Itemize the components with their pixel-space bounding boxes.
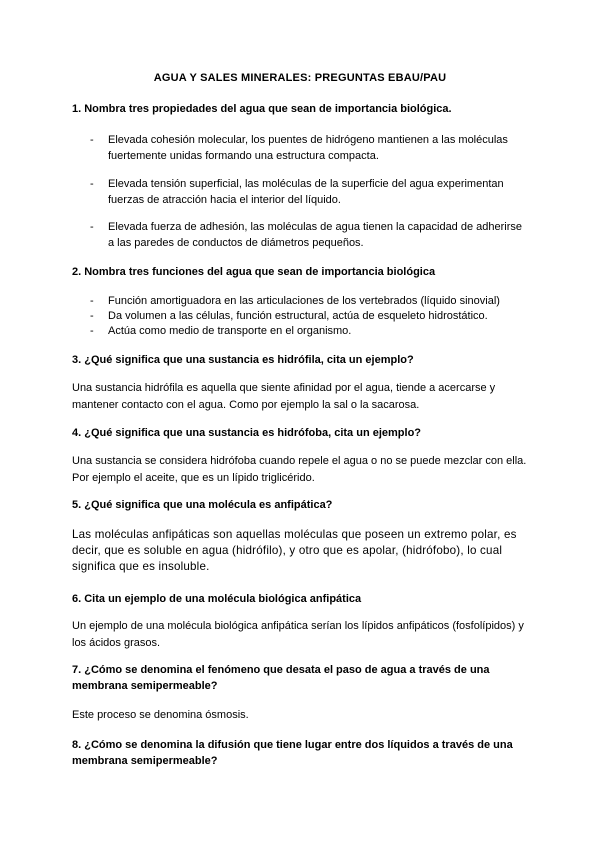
bullet-dash: - — [90, 221, 94, 233]
answer-7: Este proceso se denomina ósmosis. — [72, 709, 249, 721]
question-4: 4. ¿Qué significa que una sustancia es hidrófoba, cita un ejemplo? — [72, 427, 422, 439]
bullet-dash: - — [90, 310, 94, 322]
answer-4: Una sustancia se considera hidrófoba cuando repele el agua o no se puede mezclar con ella. Por ejemplo el aceite, que es un lípido triglicérido. — [72, 455, 527, 484]
question-5: 5. ¿Qué significa que una molécula es anfipática? — [72, 499, 333, 511]
list-item: - Elevada fuerza de adhesión, las moléculas de agua tienen la capacidad de adherirse a las paredes de conductos de diámetros pequeños. — [90, 221, 523, 249]
list-item: - Función amortiguadora en las articulaciones de los vertebrados (líquido sinovial) — [90, 295, 500, 307]
answer-5: Las moléculas anfipáticas son aquellas moléculas que poseen un extremo polar, es decir, que es soluble en agua (hidrófilo), y otro que es apolar, (hidrófobo), lo cual significa que es insoluble. — [72, 528, 517, 573]
bullet-dash: - — [90, 325, 94, 337]
list-item: - Elevada tensión superficial, las moléculas de la superficie del agua experimentan fuerzas de atracción hacia el interior del líquido. — [90, 178, 504, 206]
question-8: 8. ¿Cómo se denomina la difusión que tiene lugar entre dos líquidos a través de una membrana semipermeable? — [72, 739, 513, 767]
question-2: 2. Nombra tres funciones del agua que sean de importancia biológica — [72, 266, 436, 278]
bullet-dash: - — [90, 178, 94, 190]
list-item: - Elevada cohesión molecular, los puentes de hidrógeno mantienen a las moléculas fuertemente unidas formando una estructura compacta. — [90, 134, 508, 162]
question-3: 3. ¿Qué significa que una sustancia es hidrófila, cita un ejemplo? — [72, 354, 414, 366]
question-7: 7. ¿Cómo se denomina el fenómeno que desata el paso de agua a través de una membrana semipermeable? — [72, 664, 490, 692]
bullet-dash: - — [90, 134, 94, 146]
answer-6: Un ejemplo de una molécula biológica anfipática serían los lípidos anfipáticos (fosfolípidos) y los ácidos grasos. — [72, 620, 524, 649]
bullet-dash: - — [90, 295, 94, 307]
question-1: 1. Nombra tres propiedades del agua que sean de importancia biológica. — [72, 103, 452, 115]
document-title: AGUA Y SALES MINERALES: PREGUNTAS EBAU/PAU — [153, 72, 447, 84]
question-6: 6. Cita un ejemplo de una molécula biológica anfipática — [72, 593, 362, 605]
list-item: - Da volumen a las células, función estructural, actúa de esqueleto hidrostático. — [90, 310, 488, 322]
list-item: - Actúa como medio de transporte en el organismo. — [90, 325, 352, 337]
answer-3: Una sustancia hidrófila es aquella que siente afinidad por el agua, tiende a acercarse y mantener contacto con el agua. Como por ejemplo la sal o la sacarosa. — [72, 382, 496, 411]
